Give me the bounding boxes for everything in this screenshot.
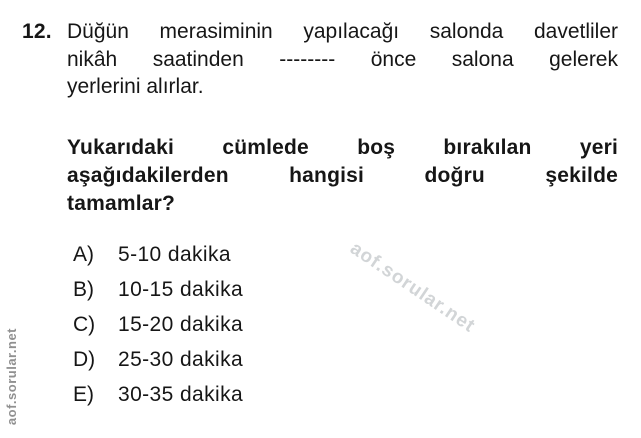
prompt-line-2: aşağıdakilerden hangisi doğru şekilde — [67, 164, 618, 187]
question-number: 12. — [22, 20, 52, 43]
option-a — [73, 237, 473, 272]
watermark-diagonal: aof.sorular.net — [346, 238, 479, 338]
question-line-1: Düğün merasiminin yapılacağı salonda davetliler — [67, 20, 618, 43]
option-e — [73, 377, 473, 412]
option-d — [73, 342, 473, 377]
question-line-3: yerlerini alırlar. — [67, 75, 204, 98]
option-c-letter: C) — [73, 313, 96, 336]
option-c — [73, 307, 473, 342]
option-d-text: 25-30 dakika — [118, 348, 244, 371]
option-b — [73, 272, 473, 307]
prompt-line-1: Yukarıdaki cümlede boş bırakılan yeri — [67, 136, 618, 159]
option-b-letter: B) — [73, 278, 94, 301]
option-e-text: 30-35 dakika — [118, 383, 244, 406]
question-text — [67, 18, 618, 101]
option-d-letter: D) — [73, 348, 96, 371]
question-line-2: nikâh saatinden -------- önce salona gelerek — [67, 47, 618, 71]
option-c-text: 15-20 dakika — [118, 313, 244, 336]
options-list — [73, 237, 473, 412]
question-prompt — [67, 134, 618, 218]
prompt-line-3: tamamlar? — [67, 192, 176, 215]
watermark-vertical-left: aof.sorular.net — [4, 328, 19, 426]
option-a-text: 5-10 dakika — [118, 243, 231, 266]
option-a-letter: A) — [73, 243, 94, 266]
option-b-text: 10-15 dakika — [118, 278, 244, 301]
option-e-letter: E) — [73, 383, 94, 406]
